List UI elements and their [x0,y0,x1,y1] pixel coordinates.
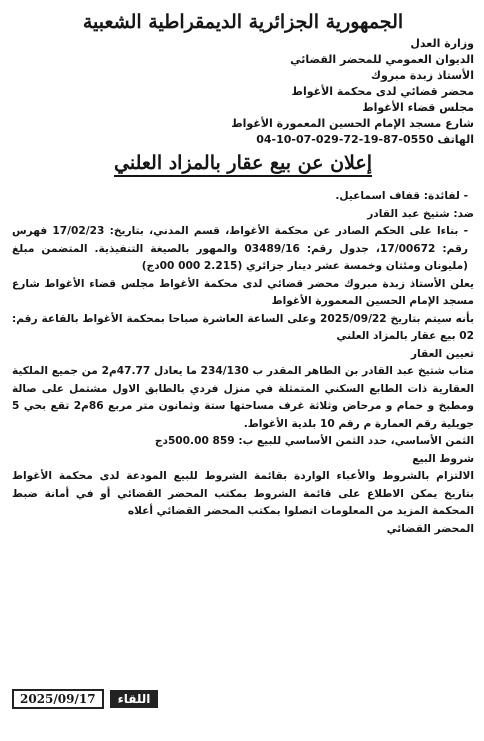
address-line: شارع مسجد الإمام الحسين المعمورة الأغواط [231,117,474,130]
council-line: مجلس قضاء الأغواط [362,101,474,114]
bailiff-name: الأستاذ زبدة مبروك [370,69,474,82]
newspaper-name: اللقاء [110,690,159,708]
signature-line: المحضر القضائي [386,522,474,535]
property-heading: تعيين العقار [410,347,474,360]
office-line: الديوان العمومي للمحضر القضائي [290,53,474,66]
conditions-paragraph: الالتزام بالشروط والأعباء الواردة بقائمة الشروط للبيع المودعة لدى محكمة الأغواط بتاريخ يمكن الاطلاع على قائمة الشروط بمكتب المحضر القضائي أو في أمانة ضبط المحكمة المزيد من المعلومات اتصلوا بمكتب المحضر القضائي أعلاه [12,470,474,517]
notice-title-text: إعلان عن بيع عقار بالمزاد العلني [114,152,372,177]
phone-label: الهاتف [437,133,474,146]
publication-footer [12,689,158,709]
conditions-heading: شروط البيع [412,452,474,465]
court-line: محضر قضائي لدى محكمة الأغواط [291,85,474,98]
auction-date-paragraph: بأنه سيتم بتاريخ 2025/09/22 وعلى الساعة العاشرة صباحا بمحكمة الأغواط بالقاعة رقم: 02 بيع عقار بالمزاد العلني [12,312,474,342]
property-description: متاب شتيخ عبد القادر بن الطاهر المقدر ب 234/130 ما يعادل 47.77م2 من جميع الملكية العقارية ذات الطابع السكني المتمثلة في منزل فردي بالطابق الاول مشتمل على صالة ومطبخ و حمام و مرحاض وثلاثة غرف مساحتها ستة وثمانون متر مربع 86م2 تقع بحي 5 جويلية رقم العمارة م رقم 10 بلدية الأغواط. [12,365,474,430]
phone-number: 04-10-07-029-72-19-87-0550 [256,133,434,146]
ministry-line: وزارة العدل [410,37,474,50]
country-header: الجمهورية الجزائرية الديمقراطية الشعبية [82,11,404,33]
judgment-paragraph: - بناءا على الحكم الصادر عن محكمة الأغواط، قسم المدني، بتاريخ: 17/02/23 فهرس رقم: 17/00672، جدول رقم: 03489/16 والمهور بالصيغة التنفيذية. المتضمن مبلغ (مليونان ومئتان وخمسة عشر دينار جزائري (2.215 000 00دج) [12,225,469,272]
announcement-paragraph: يعلن الأستاذ زبدة مبروك محضر قضائي لدى محكمة الأغواط مجلس قضاء الأغواط شارع مسجد الإمام الحسين المعمورة الأغواط [12,277,474,307]
publication-date: 2025/09/17 [12,689,104,709]
base-price: الثمن الأساسي، حدد الثمن الأساسي للبيع ب: 859 500.00دج [154,435,474,447]
defendant-line: ضد: شتيخ عبد القادر [367,207,474,220]
phone-line [12,132,474,148]
notice-title [12,150,474,176]
beneficiary-line: - لفائدة: قفاف اسماعيل. [335,190,468,202]
notice-body [12,188,474,538]
